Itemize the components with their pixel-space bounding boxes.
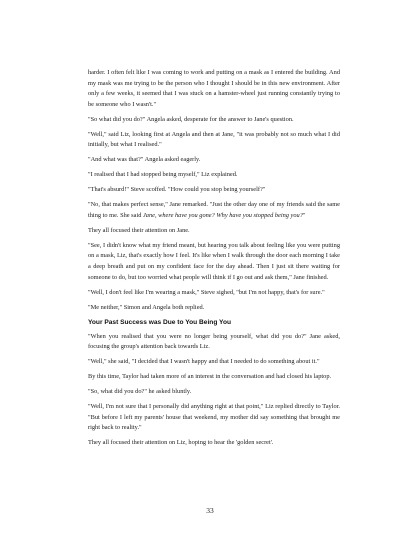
paragraph: "Well, I don't feel like I'm wearing a mask," Steve sighed, "but I'm not happy, that's for sure." [88, 288, 325, 296]
document-page [88, 68, 340, 453]
section-heading: Your Past Success was Due to You Being You [88, 318, 232, 326]
paragraph: They all focused their attention on Jane. [88, 226, 190, 234]
paragraph: "When you realised that you were no longer being yourself, what did you do?" Jane asked, focusing the group's attention back towards Liz. [88, 332, 340, 351]
paragraph: "So, what did you do?" he asked bluntly. [88, 388, 192, 396]
paragraph: "See, I didn't know what my friend meant, but hearing you talk about feeling like you were putting on a mask, Liz, that's exactly how I feel. It's like when I walk through the door each morning I take a deep breath and put on my confident face for the day ahead. Then I just sit there waiting for someone to do, but too worried what people will think if I go out and ask them," Jane finished. [88, 241, 340, 281]
page-number: 33 [206, 506, 214, 515]
paragraph: "That's absurd!" Steve scoffed. "How could you stop being yourself?" [88, 186, 266, 194]
paragraph-with-quote [88, 200, 340, 221]
paragraph: "So what did you do?" Angela asked, desperate for the answer to Jane's question. [88, 115, 294, 123]
paragraph: "Well," said Liz, looking first at Angela and then at Jane, "it was probably not so much what I did initially, but what I realised." [88, 130, 340, 149]
paragraph: "Well, I'm not sure that I personally did anything right at that point," Liz replied directly to Taylor. "But before I left my parents' house that weekend, my mother did say something that brought me right back to reality." [88, 403, 340, 432]
paragraph: "And what was that?" Angela asked eagerly. [88, 156, 201, 164]
quote-close: " [302, 211, 306, 219]
paragraph: "Well," she said, "I decided that I wasn't happy and that I needed to do something about it." [88, 358, 320, 366]
paragraph: "Me neither," Simon and Angela both replied. [88, 303, 205, 311]
paragraph: harder. I often felt like I was coming to work and putting on a mask as I entered the building. And my mask was me trying to be the person who I thought I should be in this new environment. After only a few weeks, it seemed that I was stuck on a hamster-wheel just running constantly trying to be someone who I wasn't." [88, 69, 340, 108]
italic-quote: Jane, where have you gone? Why have you stopped being you? [142, 211, 303, 219]
paragraph: "I realised that I had stopped being myself," Liz explained. [88, 171, 238, 179]
paragraph: By this time, Taylor had taken more of an interest in the conversation and had closed his laptop. [88, 373, 332, 381]
paragraph: They all focused their attention on Liz, hoping to hear the 'golden secret'. [88, 439, 274, 447]
paragraph-text: "No, that makes perfect sense," Jane remarked. "Just the other day one of my friends said the same thing to me. She said [88, 201, 340, 219]
